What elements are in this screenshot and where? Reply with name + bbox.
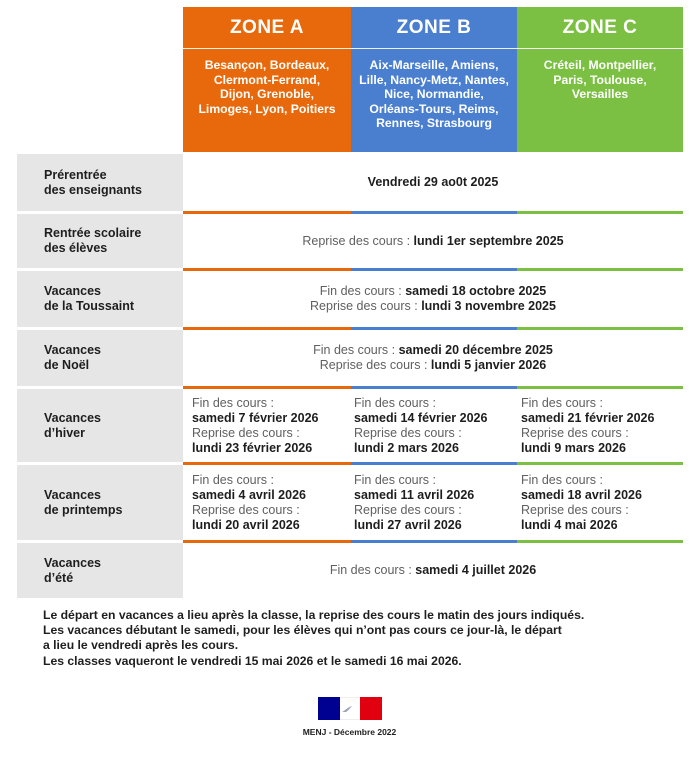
row-label-line: des élèves (44, 241, 108, 255)
reprise-value: lundi 20 avril 2026 (192, 517, 300, 532)
row-label (17, 330, 183, 386)
row-label-line: Prérentrée (44, 167, 107, 182)
reprise-value: lundi 4 mai 2026 (521, 517, 618, 532)
fin-value: samedi 18 avril 2026 (521, 487, 642, 502)
fin-label: Fin des cours : (354, 472, 436, 487)
row-label-line: de Noël (44, 358, 90, 372)
reprise-label: Reprise des cours : (310, 299, 418, 313)
row-body (183, 389, 683, 462)
zone-b-city-line: Aix-Marseille, Amiens, (369, 58, 499, 72)
zone-a-cities (183, 49, 351, 116)
fin-value: samedi 4 juillet 2026 (415, 563, 537, 577)
zone-a-header (183, 7, 351, 152)
row-label (17, 271, 183, 327)
reprise-value: lundi 2 mars 2026 (354, 440, 459, 455)
reprise-value: lundi 1er septembre 2025 (413, 233, 564, 248)
row-label-line: Rentrée scolaire (44, 226, 142, 240)
zone-b-title: ZONE B (351, 7, 517, 49)
marianne-flag-icon (318, 697, 382, 720)
zone-a-city-line: Dijon, Grenoble, (219, 87, 315, 102)
row-body (183, 330, 683, 386)
note-line: Le départ en vacances a lieu après la classe, la reprise des cours le matin des jours indiqués. (43, 608, 585, 622)
row-body (183, 154, 683, 211)
zone-b-city-line: Orléans-Tours, Reims, (369, 101, 499, 116)
row-toussaint (17, 271, 683, 327)
zone-b-header (351, 7, 517, 152)
row-label (17, 465, 183, 540)
row-label-line: Vacances (44, 343, 101, 357)
zone-c-header (517, 7, 683, 152)
zone-a-city-line: Clermont-Ferrand, (213, 72, 321, 87)
row-label-line: d’été (44, 570, 74, 585)
fin-label: Fin des cours : (192, 395, 274, 410)
zone-c-city-line: Versailles (571, 87, 629, 102)
zone-b-cities (351, 49, 517, 131)
zone-a-city-line: Limoges, Lyon, Poitiers (198, 101, 336, 116)
zone-b-city-line: Lille, Nancy-Metz, Nantes, (359, 72, 509, 87)
reprise-label: Reprise des cours : (192, 502, 300, 517)
row-body (183, 543, 683, 598)
row-label (17, 154, 183, 211)
fin-value: samedi 11 avril 2026 (354, 487, 475, 502)
row-ete (17, 543, 683, 598)
fin-value: samedi 20 décembre 2025 (398, 343, 553, 357)
zone-b-cell (351, 465, 517, 540)
center-cell (183, 543, 683, 598)
fin-label: Fin des cours : (354, 395, 436, 410)
zone-c-city-line: Créteil, Montpellier, (543, 58, 657, 72)
fin-label: Fin des cours : (192, 472, 274, 487)
zone-a-cell (183, 465, 351, 540)
zone-a-title: ZONE A (183, 7, 351, 49)
credit-text: MENJ - Décembre 2022 (302, 727, 397, 737)
reprise-label: Reprise des cours : (354, 502, 462, 517)
row-label (17, 214, 183, 268)
fin-value: samedi 4 avril 2026 (192, 487, 306, 502)
row-body (183, 214, 683, 268)
row-label-line: Vacances (44, 555, 101, 570)
reprise-label: Reprise des cours : (521, 502, 629, 517)
row-label-line: des enseignants (44, 182, 142, 197)
zone-b-city-line: Rennes, Strasbourg (376, 116, 492, 131)
fin-label: Fin des cours : (521, 395, 603, 410)
zone-c-cell (517, 389, 683, 462)
center-cell (183, 214, 683, 268)
fin-value: samedi 18 octobre 2025 (405, 284, 547, 298)
zone-c-cell (517, 465, 683, 540)
reprise-value: lundi 9 mars 2026 (521, 440, 626, 455)
fin-label: Fin des cours : (319, 284, 402, 298)
row-label-line: d’hiver (44, 425, 85, 440)
row-hiver (17, 389, 683, 462)
zone-a-cell (183, 389, 351, 462)
row-label-line: Vacances (44, 284, 101, 298)
prerentree-date: Vendredi 29 ao0t 2025 (367, 175, 499, 189)
zone-b-city-line: Nice, Normandie, (384, 87, 484, 102)
row-label-line: Vacances (44, 487, 101, 502)
fin-label: Fin des cours : (313, 343, 396, 357)
row-label (17, 543, 183, 598)
fin-value: samedi 7 février 2026 (192, 410, 319, 425)
row-prerentree (17, 154, 683, 211)
reprise-value: lundi 27 avril 2026 (354, 517, 462, 532)
row-label (17, 389, 183, 462)
reprise-value: lundi 3 novembre 2025 (421, 299, 556, 313)
footer-notes (43, 608, 663, 669)
row-rentree (17, 214, 683, 268)
zone-a-city-line: Besançon, Bordeaux, (204, 58, 330, 72)
marianne-profile-icon (340, 698, 360, 719)
fin-value: samedi 14 février 2026 (354, 410, 488, 425)
row-label-line: de la Toussaint (44, 299, 135, 313)
reprise-value: lundi 23 février 2026 (192, 440, 313, 455)
zone-b-cell (351, 389, 517, 462)
reprise-label: Reprise des cours : (521, 425, 629, 440)
row-body (183, 465, 683, 540)
reprise-label: Reprise des cours : (354, 425, 462, 440)
note-line: Les classes vaqueront le vendredi 15 mai 2026 et le samedi 16 mai 2026. (43, 653, 462, 668)
row-noel (17, 330, 683, 386)
center-cell (183, 154, 683, 211)
zone-c-cities (517, 49, 683, 102)
row-body (183, 271, 683, 327)
zone-c-city-line: Paris, Toulouse, (553, 72, 647, 87)
row-label-line: Vacances (44, 410, 101, 425)
row-label-line: de printemps (44, 502, 123, 517)
center-cell (183, 271, 683, 327)
reprise-label: Reprise des cours : (319, 358, 428, 372)
fin-label: Fin des cours : (329, 563, 412, 577)
note-line: a lieu le vendredi après les cours. (43, 638, 239, 653)
reprise-label: Reprise des cours : (302, 233, 411, 248)
zone-c-title: ZONE C (517, 7, 683, 49)
row-printemps (17, 465, 683, 540)
fin-label: Fin des cours : (521, 472, 603, 487)
reprise-label: Reprise des cours : (192, 425, 300, 440)
center-cell (183, 330, 683, 386)
note-line: Les vacances débutant le samedi, pour les élèves qui n’ont pas cours ce jour-là, le départ (43, 623, 562, 638)
reprise-value: lundi 5 janvier 2026 (430, 358, 547, 372)
fin-value: samedi 21 février 2026 (521, 410, 655, 425)
